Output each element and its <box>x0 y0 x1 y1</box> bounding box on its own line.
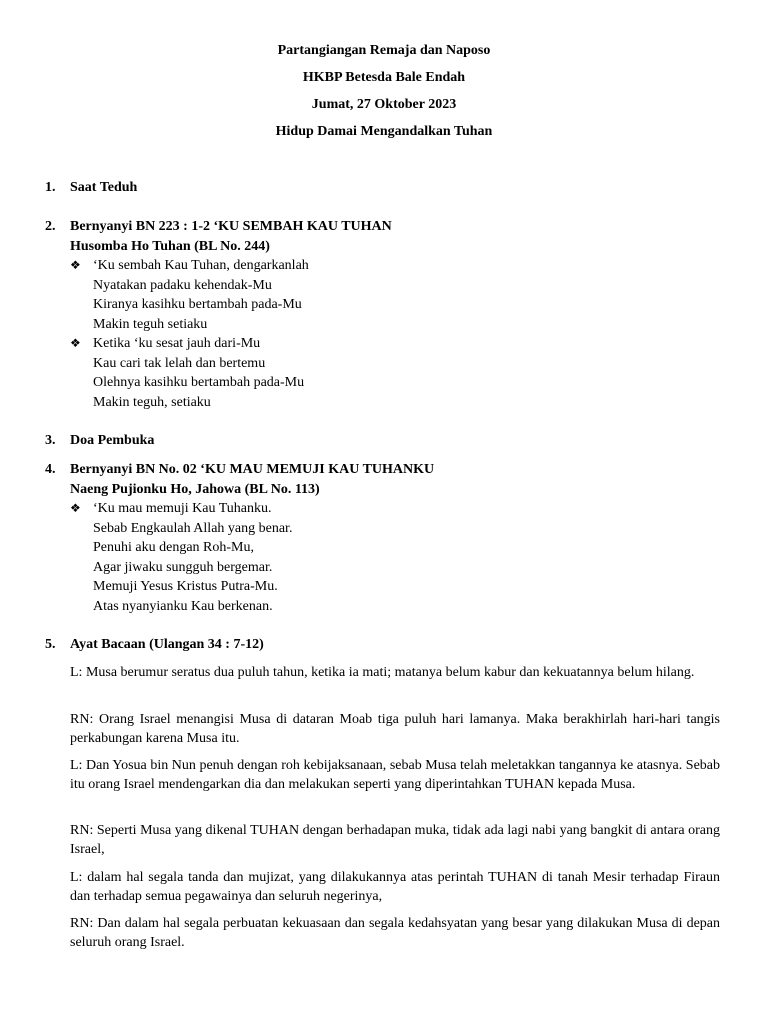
verse-line: Sebab Engkaulah Allah yang benar. <box>93 520 293 536</box>
verse-line: ❖ ‘Ku sembah Kau Tuhan, dengarkanlah <box>70 256 720 276</box>
verse-line: Atas nyanyianku Kau berkenan. <box>93 598 273 614</box>
item-number: 2. <box>45 219 56 234</box>
header-church-name: HKBP Betesda Bale Endah <box>302 70 466 85</box>
item-number: 5. <box>45 637 56 652</box>
verse-line: Makin teguh setiaku <box>93 316 208 332</box>
header-date: Jumat, 27 Oktober 2023 <box>311 97 457 112</box>
item-title: Saat Teduh <box>70 180 138 195</box>
responsive-reading-leader: L: Dan Yosua bin Nun penuh dengan roh kebijaksanaan, sebab Musa telah meletakkan tangannya ke atasnya. Sebab itu orang Israel mendengarkan dia dan melakukan seperti yang diperintahkan TUHAN kepada Musa. <box>70 758 720 792</box>
responsive-reading-congregation: RN: Orang Israel menangisi Musa di dataran Moab tiga puluh hari lamanya. Maka berakhirlah hari-hari tangis perkabungan karena Musa itu. <box>70 712 720 746</box>
verse-line: Kiranya kasihku bertambah pada-Mu <box>93 297 302 312</box>
verse-line: ❖ ‘Ku mau memuji Kau Tuhanku. <box>70 499 720 519</box>
verse-line: Nyatakan padaku kehendak-Mu <box>93 277 272 293</box>
responsive-reading-congregation: RN: Dan dalam hal segala perbuatan kekuasaan dan segala kedahsyatan yang besar yang dilakukan Musa di depan seluruh orang Israel. <box>70 916 720 950</box>
item-title: Bernyanyi BN No. 02 ‘KU MAU MEMUJI KAU TUHANKU <box>70 462 435 477</box>
verse-line: Penuhi aku dengan Roh-Mu, <box>93 540 254 555</box>
verse-line: Kau cari tak lelah dan bertemu <box>93 355 266 371</box>
responsive-reading-congregation: RN: Seperti Musa yang dikenal TUHAN dengan berhadapan muka, tidak ada lagi nabi yang bangkit di antara orang Israel, <box>70 823 720 857</box>
verse-line: Makin teguh, setiaku <box>93 394 211 410</box>
verse-line: Olehnya kasihku bertambah pada-Mu <box>93 375 305 390</box>
header-theme: Hidup Damai Mengandalkan Tuhan <box>275 124 493 139</box>
responsive-reading-leader: L: Musa berumur seratus dua puluh tahun, ketika ia mati; matanya belum kabur dan kekuatannya belum hilang. <box>70 665 695 680</box>
diamond-bullet-icon: ❖ <box>70 336 81 350</box>
diamond-bullet-icon: ❖ <box>70 258 81 272</box>
item-number: 4. <box>45 462 56 477</box>
item-number: 3. <box>45 433 56 448</box>
header-event-title: Partangiangan Remaja dan Naposo <box>277 43 491 58</box>
verse-line: Agar jiwaku sungguh bergemar. <box>93 559 273 575</box>
verse-line: Memuji Yesus Kristus Putra-Mu. <box>93 579 278 594</box>
item-title: Doa Pembuka <box>70 433 155 448</box>
responsive-reading-leader: L: dalam hal segala tanda dan mujizat, yang dilakukannya atas perintah TUHAN di tanah Mesir terhadap Firaun dan terhadap semua pegawainya dan seluruh negerinya, <box>70 870 720 904</box>
item-title: Bernyanyi BN 223 : 1-2 ‘KU SEMBAH KAU TUHAN <box>70 219 392 234</box>
item-subtitle: Naeng Pujionku Ho, Jahowa (BL No. 113) <box>70 481 320 497</box>
item-title: Ayat Bacaan (Ulangan 34 : 7-12) <box>70 637 264 652</box>
document-header <box>0 42 768 150</box>
item-subtitle: Husomba Ho Tuhan (BL No. 244) <box>70 238 270 254</box>
verse-line: ❖ Ketika ‘ku sesat jauh dari-Mu <box>70 334 720 354</box>
item-number: 1. <box>45 180 56 195</box>
diamond-bullet-icon: ❖ <box>70 501 81 515</box>
